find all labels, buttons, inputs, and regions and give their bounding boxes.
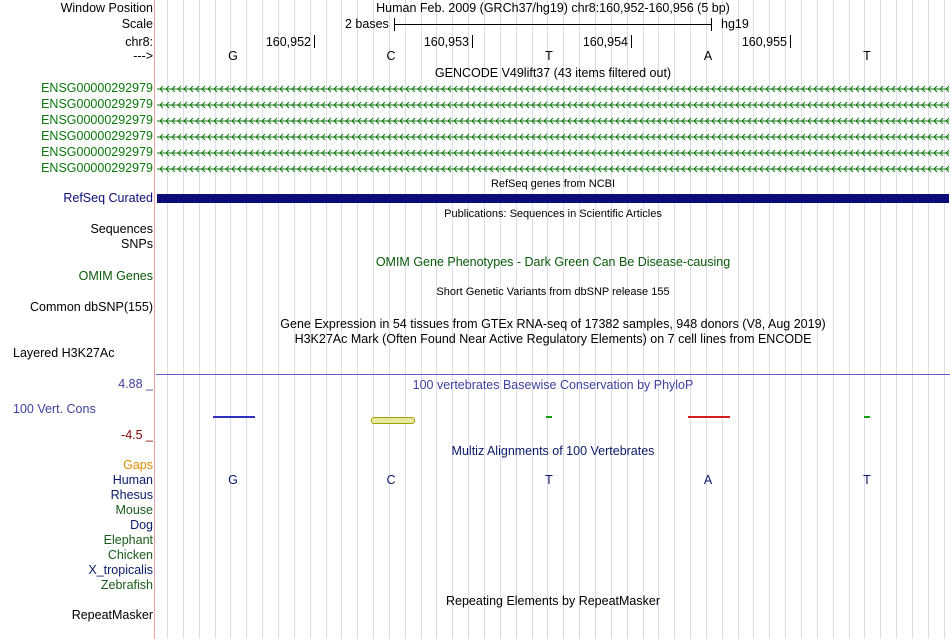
gencode-gene-feature[interactable] [157,99,949,111]
human-base-letter: A [703,473,713,487]
strand-label: ---> [133,49,153,63]
species-label[interactable]: Chicken [107,548,153,562]
h3k27ac-track-label[interactable]: Layered H3K27Ac [13,346,115,360]
conservation-top-line [156,374,950,375]
omim-track-label[interactable]: OMIM Genes [78,269,153,283]
repeatmasker-track-title: Repeating Elements by RepeatMasker [445,594,660,608]
window-position-label: Window Position [60,1,153,15]
human-base-letter: G [228,473,238,487]
gencode-gene-feature[interactable] [157,131,949,143]
scale-assembly: hg19 [721,17,749,31]
conservation-mark [864,416,870,418]
scale-bar-right [711,18,712,31]
species-label[interactable]: Elephant [103,533,153,547]
conservation-mark [546,416,552,418]
base-letter: C [386,49,396,63]
gtex-track-title: Gene Expression in 54 tissues from GTEx RNA-seq of 17382 samples, 948 donors (V8, Aug 2019) [280,317,826,331]
coordinate-tick [790,35,791,48]
gencode-gene-label[interactable]: ENSG00000292979 [41,113,153,127]
human-base-letter: T [545,473,553,487]
species-label[interactable]: Human [112,473,153,487]
conservation-max-value: 4.88 _ [118,377,153,391]
coordinate-label: 160,955 [741,35,787,49]
omim-track-title: OMIM Gene Phenotypes - Dark Green Can Be Disease-causing [375,255,731,269]
conservation-mark [688,416,730,418]
species-label[interactable]: Zebrafish [100,578,153,592]
coordinate-tick [631,35,632,48]
conservation-mark [213,416,255,418]
gencode-gene-label[interactable]: ENSG00000292979 [41,97,153,111]
coordinate-label: 160,954 [582,35,628,49]
gencode-gene-label[interactable]: ENSG00000292979 [41,129,153,143]
scale-bar [394,24,711,25]
base-letter: T [545,49,553,63]
species-label[interactable]: Rhesus [110,488,153,502]
gencode-gene-feature[interactable] [157,83,949,95]
human-base-letter: T [863,473,871,487]
species-label[interactable]: Mouse [115,503,153,517]
window-position-value: Human Feb. 2009 (GRCh37/hg19) chr8:160,952-160,956 (5 bp) [376,1,730,15]
snps-track-label[interactable]: SNPs [121,237,153,251]
gencode-gene-label[interactable]: ENSG00000292979 [41,145,153,159]
refseq-gene-bar[interactable] [157,194,949,203]
sequences-track-label[interactable]: Sequences [90,222,153,236]
dbsnp-track-title: Short Genetic Variants from dbSNP release 155 [436,286,670,298]
conservation-min-value: -4.5 _ [121,428,153,442]
coordinate-tick [472,35,473,48]
base-letter: A [703,49,713,63]
species-label[interactable]: X_tropicalis [88,563,153,577]
gencode-gene-label[interactable]: ENSG00000292979 [41,161,153,175]
label-divider [154,0,155,639]
multiz-track-title: Multiz Alignments of 100 Vertebrates [451,444,655,458]
species-label[interactable]: Dog [130,518,153,532]
publications-track-title: Publications: Sequences in Scientific Articles [444,208,662,220]
human-base-letter: C [386,473,396,487]
base-letter: G [228,49,238,63]
h3k27ac-track-title: H3K27Ac Mark (Often Found Near Active Regulatory Elements) on 7 cell lines from ENCODE [294,332,812,346]
species-label[interactable]: Gaps [123,458,153,472]
conservation-mark [371,417,415,424]
refseq-track-label[interactable]: RefSeq Curated [63,191,153,205]
gencode-track-title: GENCODE V49lift37 (43 items filtered out) [434,66,672,80]
conservation-track-title: 100 vertebrates Basewise Conservation by PhyloP [412,378,694,392]
gencode-gene-feature[interactable] [157,147,949,159]
coordinate-tick [314,35,315,48]
scale-label: Scale [121,17,153,31]
gencode-gene-label[interactable]: ENSG00000292979 [41,81,153,95]
dbsnp-track-label[interactable]: Common dbSNP(155) [30,300,153,314]
repeatmasker-track-label[interactable]: RepeatMasker [71,608,153,622]
base-letter: T [863,49,871,63]
refseq-track-title: RefSeq genes from NCBI [490,178,616,190]
chr-label: chr8: [125,35,153,49]
gencode-gene-feature[interactable] [157,115,949,127]
conservation-track-label[interactable]: 100 Vert. Cons [13,402,96,416]
coordinate-label: 160,952 [265,35,311,49]
coordinate-label: 160,953 [423,35,469,49]
scale-value: 2 bases [345,17,389,31]
gencode-gene-feature[interactable] [157,163,949,175]
